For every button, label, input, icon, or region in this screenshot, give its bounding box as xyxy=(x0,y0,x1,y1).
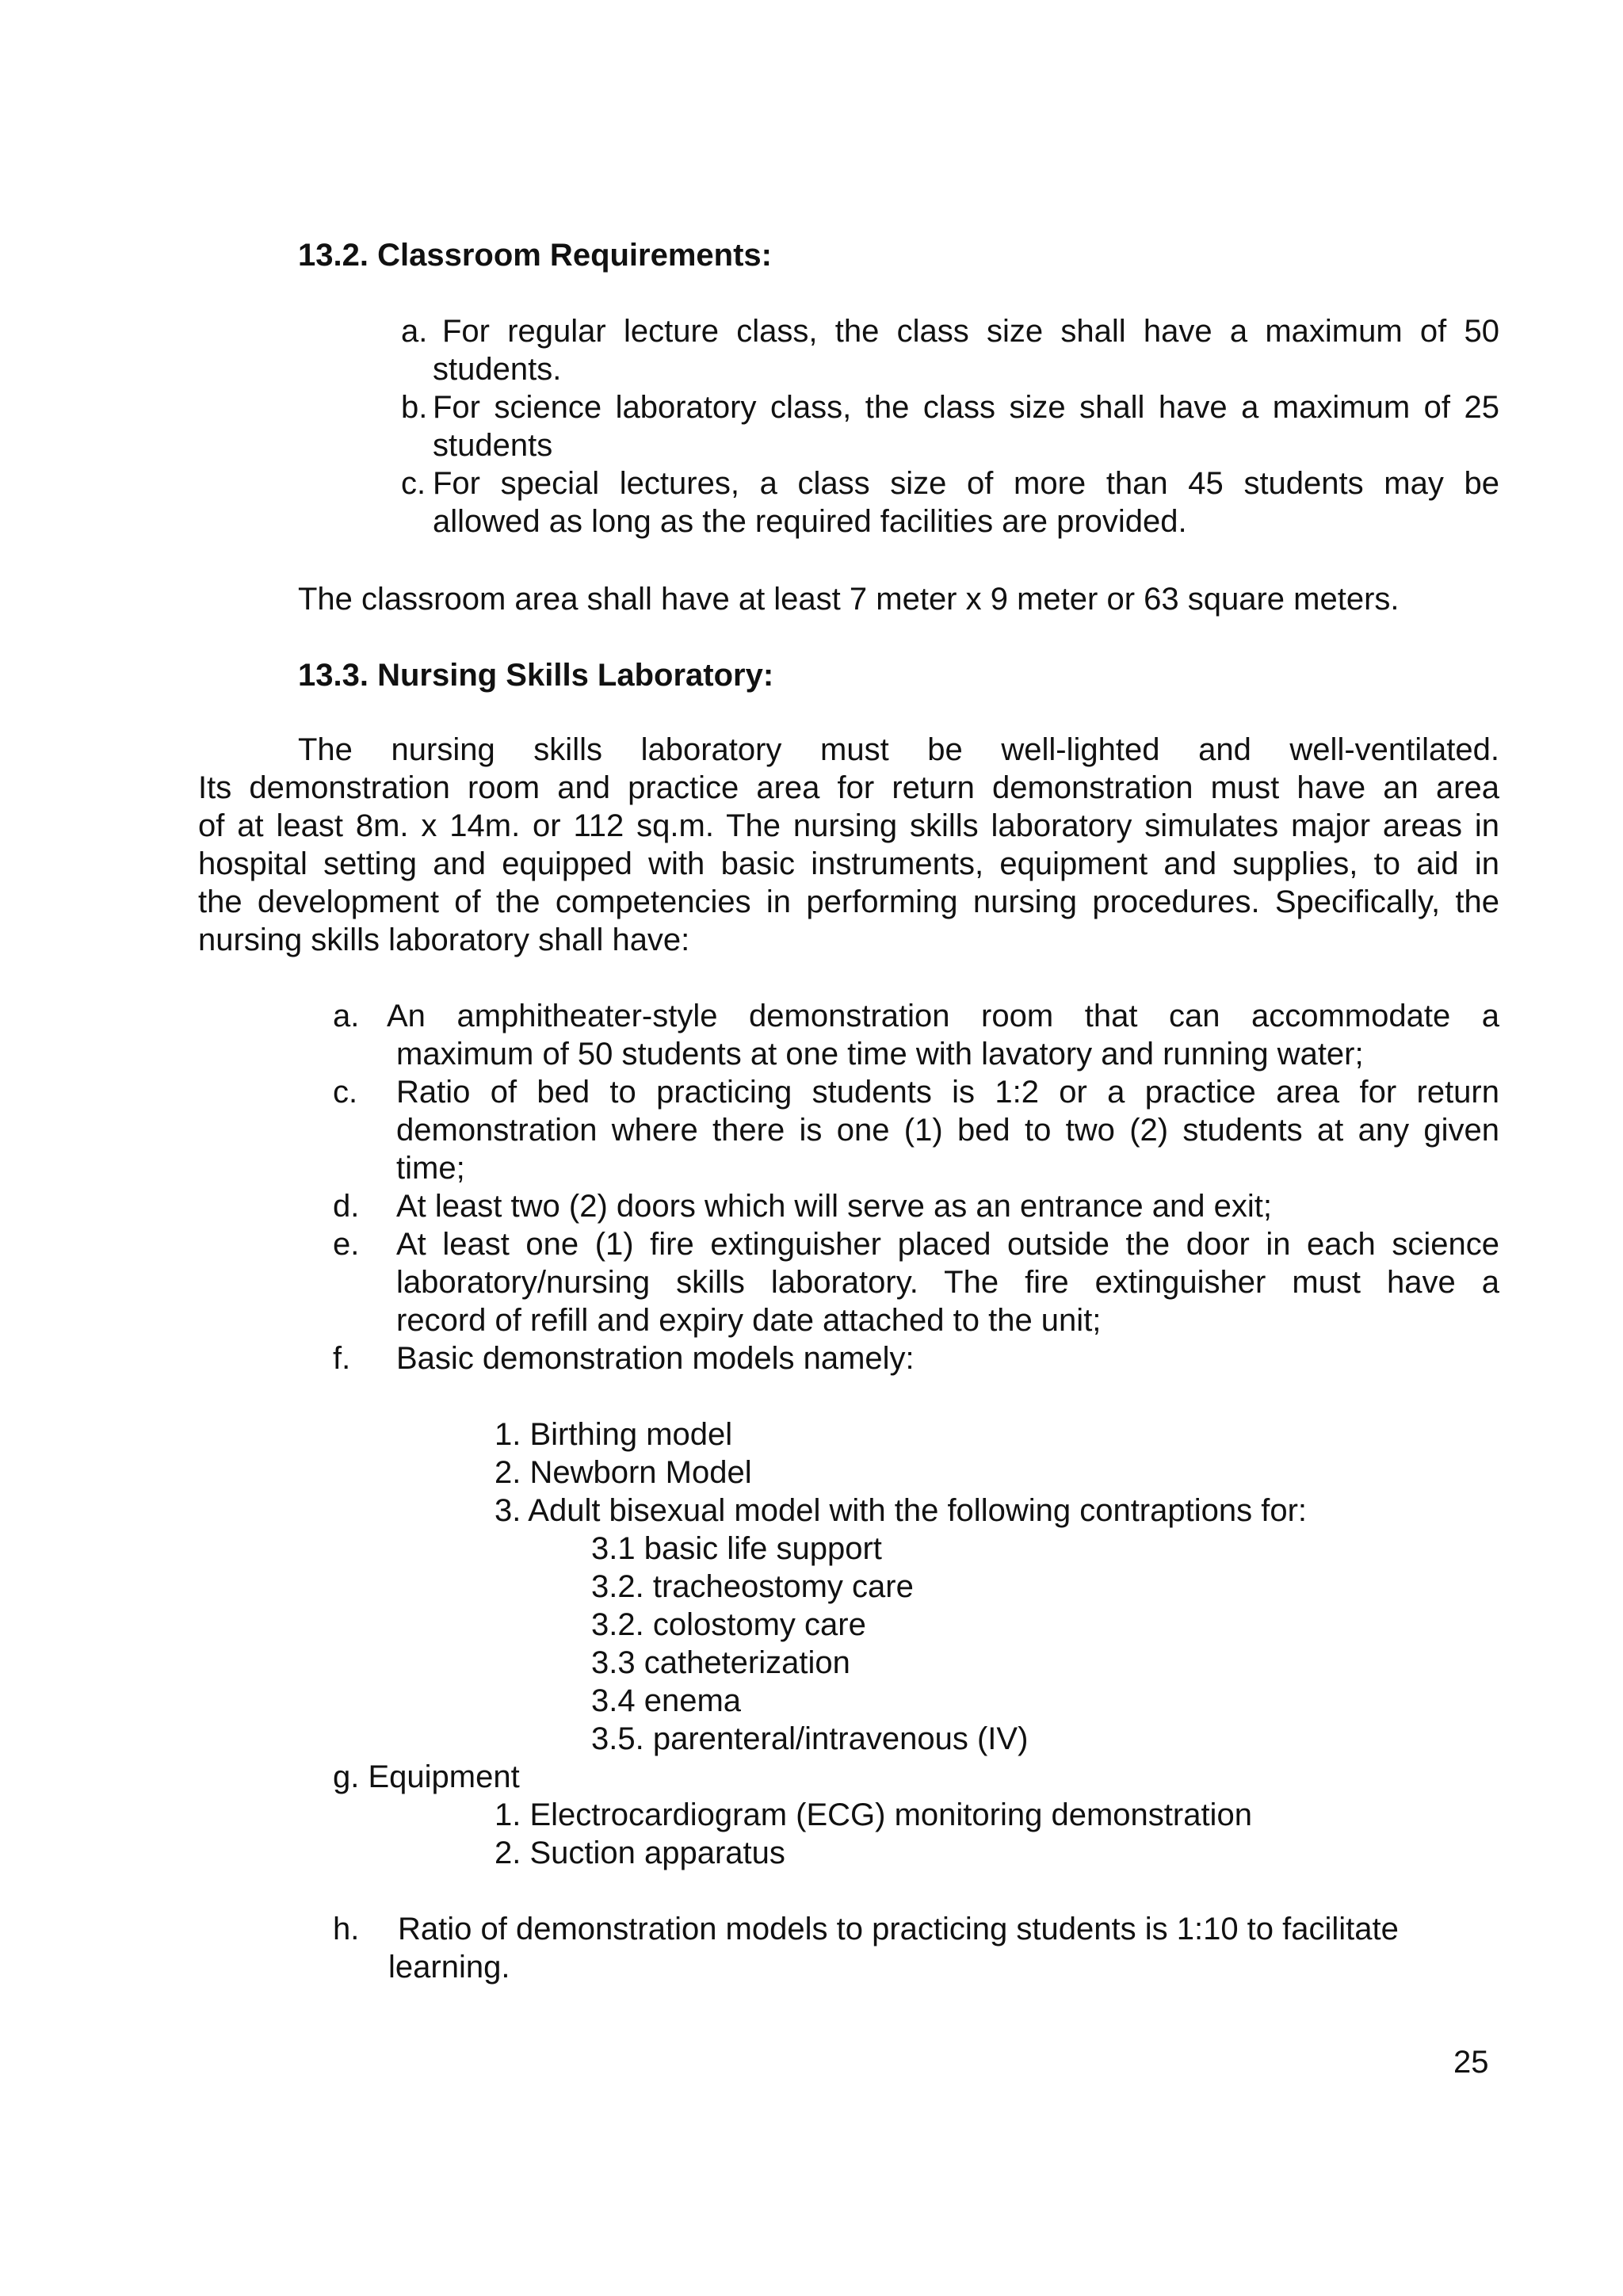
list-item-text: Basic demonstration models namely: xyxy=(396,1341,915,1376)
equipment-item: 2. Suction apparatus xyxy=(495,1836,785,1870)
list-item-text: record of refill and expiry date attached to the unit; xyxy=(396,1303,1102,1338)
list-item-text: At least two (2) doors which will serve as an entrance and exit; xyxy=(396,1189,1272,1224)
paragraph-line: the development of the competencies in performing nursing procedures. Specifically, the xyxy=(198,884,1499,919)
paragraph-line: hospital setting and equipped with basic instruments, equipment and supplies, to aid in xyxy=(198,846,1499,881)
list-item-marker: c. xyxy=(333,1075,358,1110)
paragraph-line: nursing skills laboratory shall have: xyxy=(198,923,690,957)
paragraph-line: of at least 8m. x 14m. or 112 sq.m. The nursing skills laboratory simulates major areas in xyxy=(198,808,1499,843)
contraption-item: 3.5. parenteral/intravenous (IV) xyxy=(591,1721,1029,1756)
contraption-item: 3.2. tracheostomy care xyxy=(591,1569,914,1604)
list-item-text: At least one (1) fire extinguisher placed outside the door in each science xyxy=(396,1227,1499,1262)
list-item-text: demonstration where there is one (1) bed to two (2) students at any given xyxy=(396,1113,1499,1148)
list-item-text: students xyxy=(433,428,553,463)
model-item: 1. Birthing model xyxy=(495,1417,733,1452)
list-item-text: students. xyxy=(433,352,562,387)
contraption-item: 3.4 enema xyxy=(591,1683,742,1718)
classroom-area-text: The classroom area shall have at least 7 meter x 9 meter or 63 square meters. xyxy=(298,582,1400,617)
section-13-3-heading: 13.3. Nursing Skills Laboratory: xyxy=(298,658,774,693)
list-item-marker: a. xyxy=(401,314,428,349)
contraption-item: 3.1 basic life support xyxy=(591,1531,882,1566)
equipment-item: 1. Electrocardiogram (ECG) monitoring demonstration xyxy=(495,1797,1252,1832)
paragraph-line: Its demonstration room and practice area for return demonstration must have an area xyxy=(198,770,1499,805)
list-item-text: An amphitheater-style demonstration room that can accommodate a xyxy=(387,999,1499,1033)
list-item-marker: c. xyxy=(401,466,426,501)
contraption-item: 3.3 catheterization xyxy=(591,1645,850,1680)
section-13-2-heading: 13.2. Classroom Requirements: xyxy=(298,238,772,273)
list-item-text: maximum of 50 students at one time with lavatory and running water; xyxy=(396,1037,1364,1072)
page-number: 25 xyxy=(1453,2045,1489,2080)
list-item-text: For science laboratory class, the class size shall have a maximum of 25 xyxy=(433,390,1499,425)
list-item-marker: h. xyxy=(333,1912,360,1946)
model-item: 2. Newborn Model xyxy=(495,1455,752,1490)
model-item: 3. Adult bisexual model with the following contraptions for: xyxy=(495,1493,1308,1528)
list-item-text: For regular lecture class, the class size shall have a maximum of 50 xyxy=(442,314,1499,349)
list-item-text: laboratory/nursing skills laboratory. The fire extinguisher must have a xyxy=(396,1265,1499,1300)
list-item-marker: b. xyxy=(401,390,428,425)
list-item-text: Ratio of demonstration models to practicing students is 1:10 to facilitate xyxy=(398,1912,1399,1946)
list-item-text: allowed as long as the required facilities are provided. xyxy=(433,504,1187,539)
list-item-marker: f. xyxy=(333,1341,351,1376)
list-item-marker: d. xyxy=(333,1189,360,1224)
list-item-text: For special lectures, a class size of more than 45 students may be xyxy=(433,466,1499,501)
equipment-label: g. Equipment xyxy=(333,1759,520,1794)
paragraph-line: The nursing skills laboratory must be well-lighted and well-ventilated. xyxy=(298,732,1499,767)
list-item-marker: a. xyxy=(333,999,360,1033)
list-item-text: learning. xyxy=(388,1950,510,1985)
contraption-item: 3.2. colostomy care xyxy=(591,1607,866,1642)
list-item-text: Ratio of bed to practicing students is 1:2 or a practice area for return xyxy=(396,1075,1499,1110)
list-item-marker: e. xyxy=(333,1227,360,1262)
list-item-text: time; xyxy=(396,1151,465,1186)
